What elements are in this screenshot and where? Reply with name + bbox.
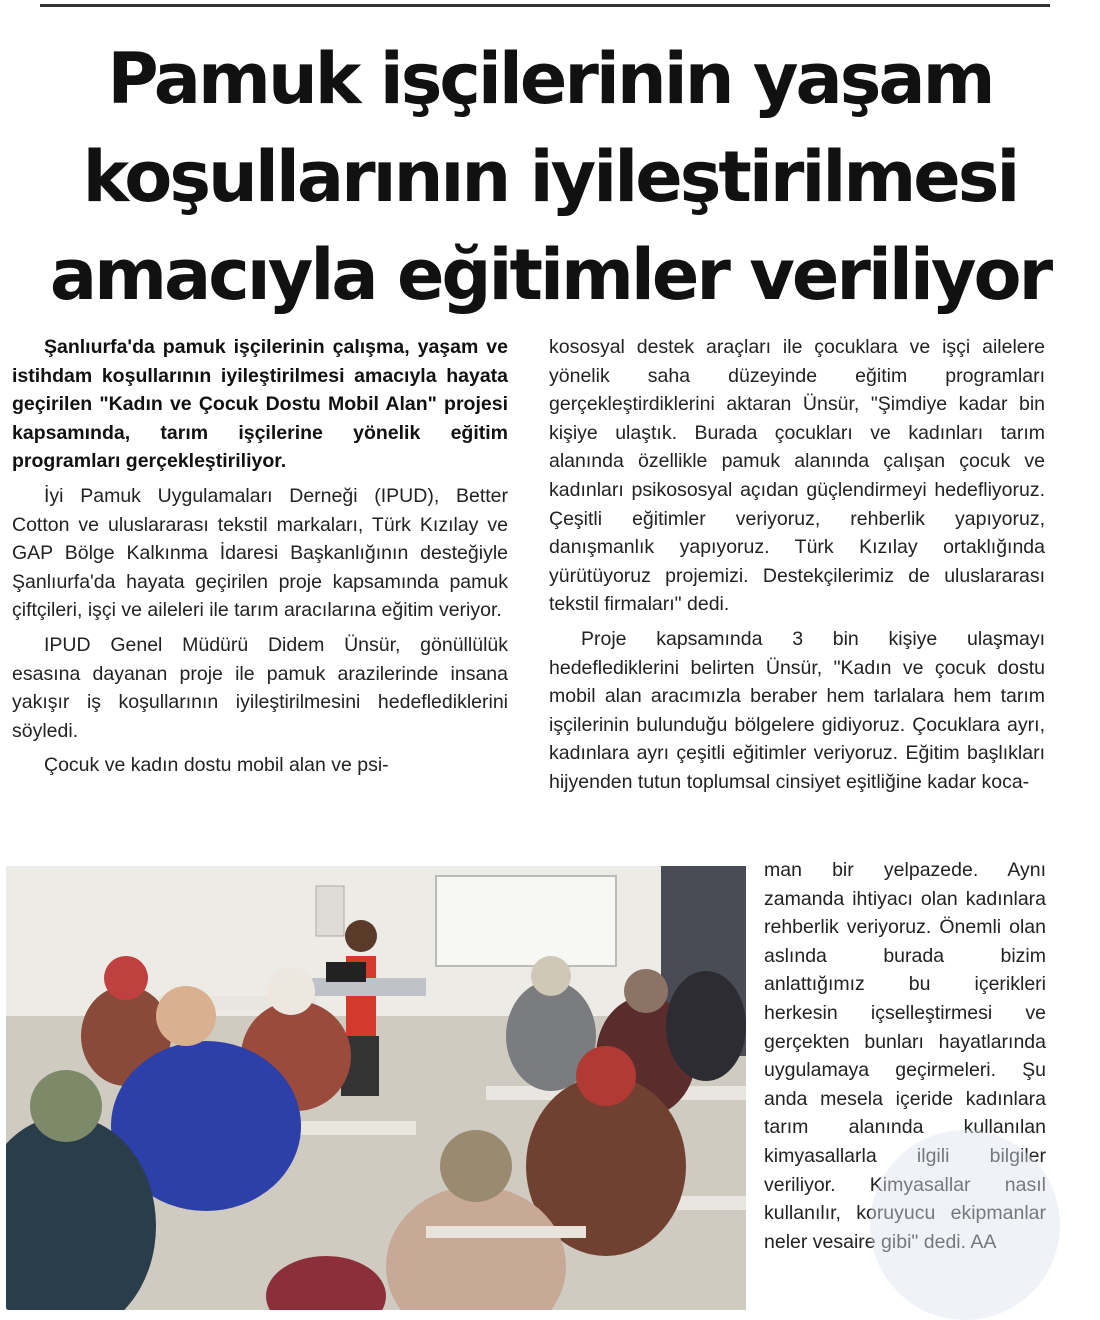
headline-line-1: Pamuk işçilerinin yaşam [107, 38, 993, 120]
left-column [12, 333, 508, 780]
body-paragraph: kososyal destek araçları ile çocuklara ve işçi ailelere yönelik saha düzeyinde eğitim programları gerçekleştirdiklerini aktaran Ünsür, "Şimdiye kadar bin kişiye ulaştık. Burada çocukları ve kadınları tarım alanında özellikle pamuk alanında çalışan çocuk ve kadınları psikososyal açıdan güçlendirmeyi hedefliyoruz. Çeşitli eğitimler veriyoruz, rehberlik yapıyoruz, danışmanlık yapıyoruz. Türk Kızılay ortaklığında yürütüyoruz projemizi. Destekçilerimiz de uluslararası tekstil firmaları" dedi. [549, 336, 1045, 616]
lead-paragraph: Şanlıurfa'da pamuk işçilerinin çalışma, yaşam ve istihdam koşullarının iyileştirilmesi amacıyla hayata geçirilen "Kadın ve Çocuk Dostu Mobil Alan" projesi kapsamında, tarım işçilerine yönelik eğitim programları gerçekleştiriliyor. [12, 336, 508, 473]
body-paragraph: IPUD Genel Müdürü Didem Ünsür, gönüllülük esasına dayanan proje ile pamuk arazilerinde insana yakışır iş koşullarının iyileştirilmesini hedeflediklerini söyledi. [12, 633, 508, 742]
headline-line-3: amacıyla eğitimler veriliyor [49, 234, 1051, 316]
classroom-photo [6, 866, 746, 1310]
body-paragraph: İyi Pamuk Uygulamaları Derneği (IPUD), Better Cotton ve uluslararası tekstil markaları, Türk Kızılay ve GAP Bölge Kalkınma İdaresi Başkanlığının desteğiyle Şanlıurfa'da hayata geçirilen proje kapsamında pamuk çiftçileri, işçi ve aileleri ile tarım aracılarına eğitim veriyor. [12, 484, 508, 622]
body-paragraph: man bir yelpazede. Aynı zamanda ihtiyacı olan kadınlara rehberlik veriyoruz. Önemli olan aslında burada bizim anlattığımız bu içerikleri herkesin içselleştirmesi ve gerçekten bunları hayatlarında uygulamaya geçirmeleri. Şu anda mesela içeride kadınlara tarım alanında kullanılan kimyasallarla ilgili bilgiler veriliyor. Kimyasallar nasıl kullanılır, koruyucu ekipmanlar neler vesaire gibi" dedi. AA [764, 859, 1046, 1253]
right-column-top [549, 333, 1045, 797]
top-rule [40, 4, 1050, 7]
classroom-photo-illustration [6, 866, 746, 1310]
headline-line-2: koşullarının iyileştirilmesi [82, 136, 1018, 218]
article-headline [8, 30, 1092, 324]
body-paragraph: Çocuk ve kadın dostu mobil alan ve psi- [44, 754, 389, 777]
watermark-seal [870, 1130, 1060, 1320]
body-paragraph: Proje kapsamında 3 bin kişiye ulaşmayı hedeflediklerini belirten Ünsür, "Kadın ve çocuk dostu mobil alan aracımızla beraber hem tarlalara hem tarım işçilerinin bulunduğu bölgelere gidiyoruz. Çocuklara ayrı, kadınlara ayrı çeşitli eğitimler veriyoruz. Eğitim başlıkları hijyenden tutun toplumsal cinsiyet eşitliğine kadar koca- [549, 627, 1045, 793]
